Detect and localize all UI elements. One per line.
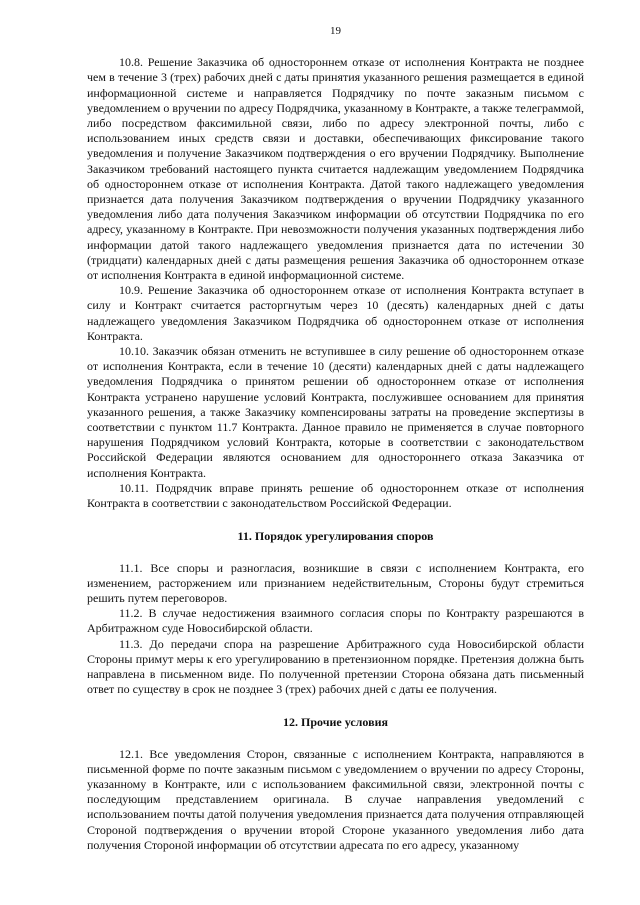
clause-10-10: 10.10. Заказчик обязан отменить не вступившее в силу решение об одностороннем отказе от исполнения Контракта, если в течение 10 (десяти) календарных дней с даты надлежащего уведомления Подрядчика о принятом решении об одностороннем отказе от исполнения Контракта устранено нарушение условий Контракта, послужившее основанием для принятия указанного решения, а также Заказчику компенсированы затраты на проведение экспертизы в соответствии с пунктом 11.7 Контракта. Данное правило не применяется в случае повторного нарушения Подрядчиком условий Контракта, которые в соответствии с законодательством Российской Федерации являются основанием для одностороннего отказа Заказчика от исполнения Контракта.	[87, 344, 584, 480]
clause-10-11: 10.11. Подрядчик вправе принять решение об одностороннем отказе от исполнения Контракта в соответствии с законодательством Российской Федерации.	[87, 480, 584, 511]
clause-11-2: 11.2. В случае недостижения взаимного согласия споры по Контракту разрешаются в Арбитражном суде Новосибирской области.	[87, 606, 584, 636]
clause-10-8: 10.8. Решение Заказчика об одностороннем отказе от исполнения Контракта не позднее чем в течение 3 (трех) рабочих дней с даты принятия указанного решения размещается в единой информационной системе и направляется Подрядчику по почте заказным письмом с уведомлением о вручении по адресу Подрядчика, указанному в Контракте, а также телеграммой, либо посредством факсимильной связи, либо по адресу электронной почты, либо с использованием иных средств связи и доставки, обеспечивающих фиксирование такого уведомления и получение Заказчиком подтверждения о его вручении Подрядчику. Выполнение Заказчиком требований настоящего пункта считается надлежащим уведомлением Подрядчика об одностороннем отказе от исполнения Контракта. Датой такого надлежащего уведомления признается дата получения Заказчиком подтверждения о вручении Подрядчику указанного уведомления либо дата получения Заказчиком информации об отсутствии Подрядчика по его адресу, указанному в Контракте. При невозможности получения указанных подтверждения либо информации датой такого надлежащего уведомления признается дата по истечении 30 (тридцати) календарных дней с даты размещения решения Заказчика об одностороннем отказе от исполнения Контракта в единой информационной системе.	[87, 55, 584, 283]
clause-12-1: 12.1. Все уведомления Сторон, связанные с исполнением Контракта, направляются в письменной форме по почте заказным письмом с уведомлением о вручении по адресу Стороны, указанному в Контракте, или с использованием факсимильной связи, электронной почты с последующим представлением оригинала. В случае направления уведомлений с использованием почты датой получения уведомления признается дата получения отправляющей Стороной подтверждения о вручении второй Стороне указанного уведомления либо дата получения Стороной информации об отсутствии адресата по его адресу, указанному	[87, 746, 584, 852]
page-number: 19	[330, 25, 341, 37]
clause-11-3: 11.3. До передачи спора на разрешение Арбитражного суда Новосибирской области Стороны примут меры к его урегулированию в претензионном порядке. Претензия должна быть направлена в письменном виде. По полученной претензии Сторона обязана дать письменный ответ по существу в срок не позднее 3 (трех) рабочих дней с даты ее получения.	[87, 636, 584, 697]
section-12-heading: 12. Прочие условия	[283, 715, 388, 730]
section-11-heading: 11. Порядок урегулирования споров	[237, 529, 434, 544]
clause-10-9: 10.9. Решение Заказчика об одностороннем отказе от исполнения Контракта вступает в силу и Контракт считается расторгнутым через 10 (десять) календарных дней с даты надлежащего уведомления Заказчиком Подрядчика об одностороннем отказе от исполнения Контракта.	[87, 283, 584, 343]
clause-11-1: 11.1. Все споры и разногласия, возникшие в связи с исполнением Контракта, его изменением, расторжением или признанием недействительным, Стороны будут стремиться решить путем переговоров.	[87, 560, 584, 605]
